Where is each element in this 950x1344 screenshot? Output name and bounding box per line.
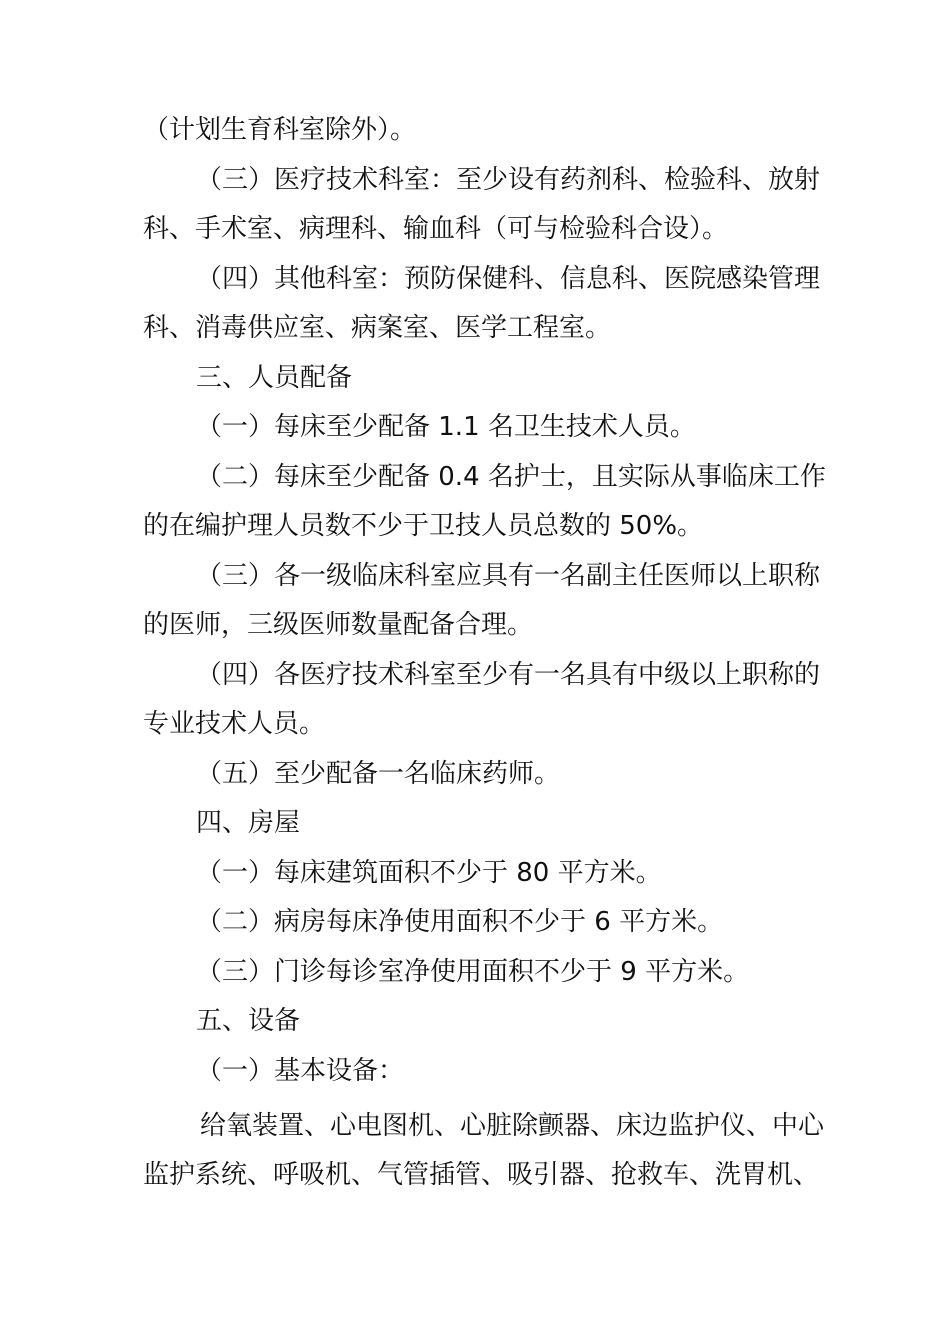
text-line: 监护系统、呼吸机、气管插管、吸引器、抢救车、洗胃机、 (143, 1160, 820, 1190)
text-line: 专业技术人员。 (143, 709, 326, 739)
text-line: （三）各一级临床科室应具有一名副主任医师以上职称 (196, 561, 821, 591)
text-line: （计划生育科室除外）。 (143, 115, 417, 145)
text-line: （三）门诊每诊室净使用面积不少于 9 平方米。 (196, 957, 750, 987)
text-line: 的在编护理人员数不少于卫技人员总数的 50%。 (143, 511, 704, 541)
text-line: （一）基本设备： (196, 1056, 405, 1086)
text-line: （一）每床建筑面积不少于 80 平方米。 (196, 858, 662, 888)
text-line: （三）医疗技术科室：至少设有药剂科、检验科、放射 (196, 165, 821, 195)
section-heading: 三、人员配备 (196, 363, 353, 393)
text-line: 科、消毒供应室、病案室、医学工程室。 (143, 313, 612, 343)
text-line: 科、手术室、病理科、输血科（可与检验科合设）。 (143, 214, 729, 244)
text-line: （二）每床至少配备 0.4 名护士，且实际从事临床工作 (196, 462, 826, 492)
text-line: （五）至少配备一名临床药师。 (196, 759, 561, 789)
text-line: （四）其他科室：预防保健科、信息科、医院感染管理 (196, 264, 821, 294)
text-line: （二）病房每床净使用面积不少于 6 平方米。 (196, 907, 724, 937)
text-line: （四）各医疗技术科室至少有一名具有中级以上职称的 (196, 660, 821, 690)
text-line: （一）每床至少配备 1.1 名卫生技术人员。 (196, 412, 696, 442)
text-line: 给氧装置、心电图机、心脏除颤器、床边监护仪、中心 (200, 1111, 825, 1141)
text-line: 的医师，三级医师数量配备合理。 (143, 610, 534, 640)
section-heading: 五、设备 (196, 1006, 301, 1036)
section-heading: 四、房屋 (196, 808, 301, 838)
